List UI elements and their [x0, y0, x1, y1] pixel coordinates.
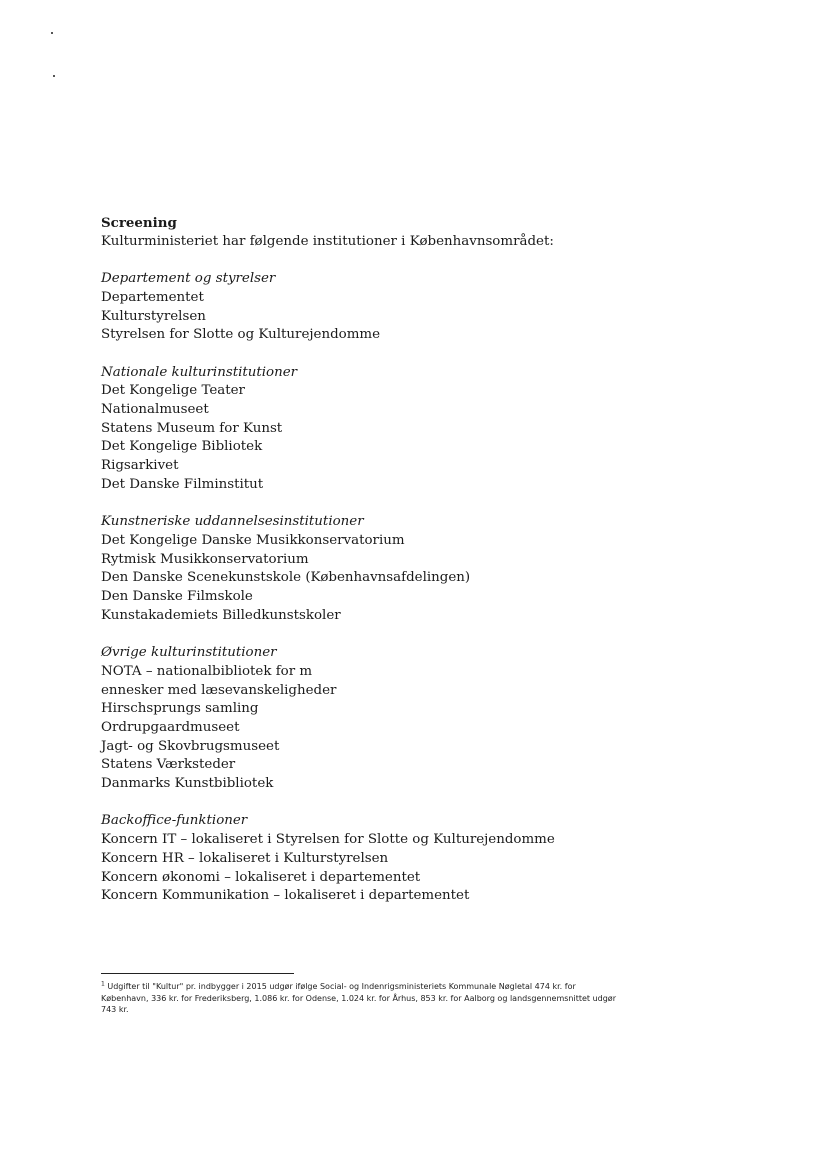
- list-item: Kulturstyrelsen: [101, 308, 206, 324]
- list-item: Kunstakademiets Billedkunstskoler: [101, 607, 341, 623]
- document-intro: Kulturministeriet har følgende institutioner i Københavnsområdet:: [101, 233, 554, 249]
- section-title: Øvrige kulturinstitutioner: [101, 645, 277, 661]
- list-item: Rytmisk Musikkonservatorium: [101, 551, 309, 567]
- section-nationale: [101, 364, 741, 495]
- list-item: Rigsarkivet: [101, 458, 179, 474]
- section-oevrige: [101, 644, 741, 794]
- footnote-divider: [101, 973, 294, 974]
- list-item: Koncern økonomi – lokaliseret i departementet: [101, 869, 421, 885]
- list-item: Statens Værksteder: [101, 757, 236, 773]
- scan-artifact-mark: [51, 32, 53, 34]
- list-item: Nationalmuseet: [101, 402, 209, 417]
- list-item: Koncern Kommunikation – lokaliseret i departementet: [101, 888, 470, 904]
- list-item: Det Kongelige Danske Musikkonservatorium: [101, 532, 405, 548]
- footnote-text: Udgifter til "Kultur" pr. indbygger i 2015 udgør ifølge Social- og Indenrigsministeriets Kommunale Nøgletal 474 kr. for København, 336 kr. for Frederiksberg, 1.086 kr. for Odense, 1.024 kr. for Århus, 853 kr. for Aalborg og landsgennemsnittet udgør 743 kr.: [101, 982, 616, 1014]
- section-title: Departement og styrelser: [101, 271, 276, 287]
- section-title: Backoffice-funktioner: [101, 813, 248, 829]
- list-item: Det Danske Filminstitut: [101, 476, 264, 492]
- list-item: Koncern IT – lokaliseret i Styrelsen for Slotte og Kulturejendomme: [101, 832, 555, 848]
- footnote: [101, 981, 621, 1016]
- list-item: Jagt- og Skovbrugsmuseet: [101, 738, 280, 754]
- document-heading: Screening: [101, 215, 177, 231]
- section-departement: [101, 270, 741, 345]
- list-item: Styrelsen for Slotte og Kulturejendomme: [101, 327, 381, 343]
- section-title: Kunstneriske uddannelsesinstitutioner: [101, 514, 364, 530]
- list-item: ennesker med læsevanskeligheder: [101, 682, 337, 698]
- list-item: Departementet: [101, 289, 204, 305]
- list-item: Det Kongelige Bibliotek: [101, 439, 263, 455]
- list-item: Hirschsprungs samling: [101, 701, 259, 717]
- list-item: Statens Museum for Kunst: [101, 420, 283, 436]
- list-item: NOTA – nationalbibliotek for m: [101, 663, 313, 679]
- section-backoffice: [101, 812, 741, 906]
- document-body: [101, 214, 741, 906]
- list-item: Det Kongelige Teater: [101, 383, 245, 399]
- list-item: Ordrupgaardmuseet: [101, 719, 240, 735]
- scan-artifact-mark: [53, 75, 55, 77]
- list-item: Den Danske Filmskole: [101, 589, 253, 605]
- list-item: Den Danske Scenekunstskole (Københavnsafdelingen): [101, 570, 471, 586]
- section-title: Nationale kulturinstitutioner: [101, 364, 298, 380]
- section-kunstneriske: [101, 513, 741, 625]
- list-item: Danmarks Kunstbibliotek: [101, 776, 274, 792]
- list-item: Koncern HR – lokaliseret i Kulturstyrelsen: [101, 850, 389, 866]
- footnote-marker: 1: [101, 980, 105, 988]
